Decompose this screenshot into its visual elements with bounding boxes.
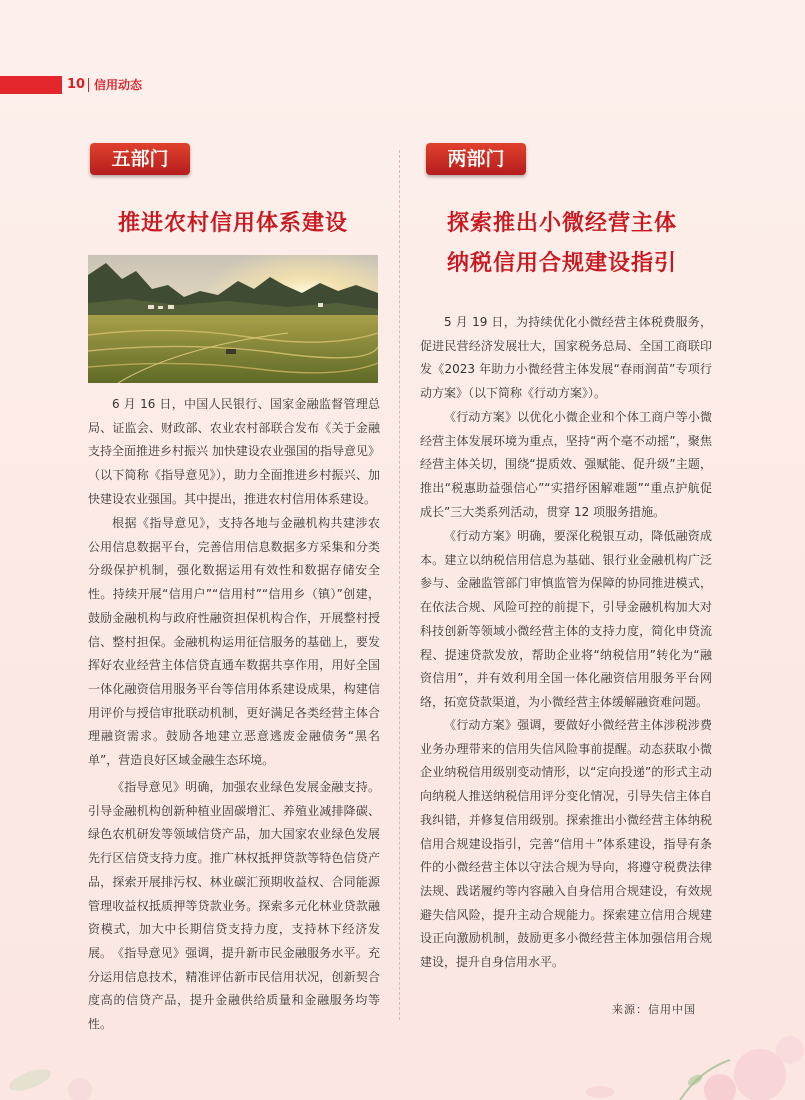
left-paragraph-4: 《指导意见》强调，提升新市民金融服务水平。充分运用信息技术，精准评估新市民信用状况，创新契合度高的信贷产品，提升金融供给质量和金融服务均等性。 <box>88 946 380 1032</box>
decorative-leaves <box>0 1040 120 1100</box>
section-title: 信用动态 <box>94 78 143 92</box>
right-paragraph-3: 《行动方案》明确，要深化税银互动，降低融资成本。建立以纳税信用信息为基础、银行业金融机构广泛参与、金融监管部门审慎监管为保障的协同推进模式，在依法合规、风险可控的前提下，引导金融机构加大对科技创新等领域小微经营主体的支持力度，简化申贷流程、提速贷款发放，帮助企业将“纳税信用”转化为“融资信用”，并有效利用全国一体化融资信用服务平台网络，拓宽贷款渠道，为小微经营主体缓解融资难问题。 <box>420 529 712 709</box>
header-divider <box>88 78 89 92</box>
decorative-flowers <box>560 1020 805 1100</box>
rural-farmland-photo <box>88 255 378 383</box>
article-source: 来源：信用中国 <box>612 1003 696 1016</box>
left-paragraph-3: 《指导意见》明确，加强农业绿色发展金融支持。引导金融机构创新种植业固碳增汇、养殖业减排降碳、绿色农机研发等领域信贷产品，加大国家农业绿色发展先行区信贷支持力度。推广林权抵押贷款等特色信贷产品，探索开展排污权、林业碳汇预期收益权、合同能源管理收益权抵质押等贷款业务。探索多元化林业贷款融资模式，加大中长期信贷支持力度，支持林下经济发展。 <box>88 780 380 960</box>
header-accent-bar <box>0 76 62 94</box>
left-paragraph-1: 6 月 16 日，中国人民银行、国家金融监督管理总局、证监会、财政部、农业农村部联合发布《关于金融支持全面推进乡村振兴 加快建设农业强国的指导意见》（以下简称《指导意见》），助力全面推进乡村振兴、加快建设农业强国。其中提出，推进农村信用体系建设。 <box>88 397 380 506</box>
right-paragraph-1: 5 月 19 日，为持续优化小微经营主体税费服务，促进民营经济发展壮大，国家税务总局、全国工商联印发《2023 年助力小微经营主体发展“春雨润苗”专项行动方案》（以下简称《行动方案》）。 <box>420 315 712 401</box>
page-number: 10 <box>67 77 86 92</box>
column-divider <box>399 150 400 1020</box>
left-paragraph-2: 根据《指导意见》，支持各地与金融机构共建涉农公用信息数据平台，完善信用信息数据多方采集和分类分级保护机制，强化数据运用有效性和数据存储安全性。持续开展“信用户”“信用村”“信用乡（镇）”创建，鼓励金融机构与政府性融资担保机构合作，开展整村授信、整村担保。金融机构运用征信服务的基础上，要发挥好农业经营主体信贷直通车数据共享作用，用好全国一体化融资信用服务平台等信用体系建设成果，构建信用评价与授信审批联动机制，更好满足各类经营主体合理融资需求。鼓励各地建立恶意逃废金融债务“黑名单”，营造良好区域金融生态环境。 <box>88 516 380 768</box>
right-title-line-1: 探索推出小微经营主体 <box>446 210 677 236</box>
right-paragraph-2: 《行动方案》以优化小微企业和个体工商户等小微经营主体发展环境为重点，坚持“两个毫不动摇”，聚焦经营主体关切，围绕“提质效、强赋能、促升级”主题，推出“税惠助益强信心”“实措纾困解难题”“重点护航促成长”三大类系列活动，贯穿 12 项服务措施。 <box>420 410 712 519</box>
right-article-title <box>412 203 712 283</box>
right-paragraph-4: 《行动方案》强调，要做好小微经营主体涉税涉费业务办理带来的信用失信风险事前提醒。动态获取小微企业纳税信用级别变动情形，以“定向投递”的形式主动向纳税人推送纳税信用评分变化情况，引导失信主体自我纠错，并修复信用级别。探索推出小微经营主体纳税信用合规建设指引，完善“信用＋”体系建设，指导有条件的小微经营主体以守法合规为导向，将遵守税费法律法规、践诺履约等内容融入自身信用合规建设，有效规避失信风险，提升主动合规能力。探索建立信用合规建设正向激励机制，鼓励更多小微经营主体加强信用合规建设，提升自身信用水平。 <box>420 718 712 970</box>
right-article-badge: 两部门 <box>426 143 526 175</box>
left-article-badge: 五部门 <box>90 143 190 175</box>
left-article-title: 推进农村信用体系建设 <box>117 210 348 236</box>
right-title-line-2: 纳税信用合规建设指引 <box>446 250 677 276</box>
